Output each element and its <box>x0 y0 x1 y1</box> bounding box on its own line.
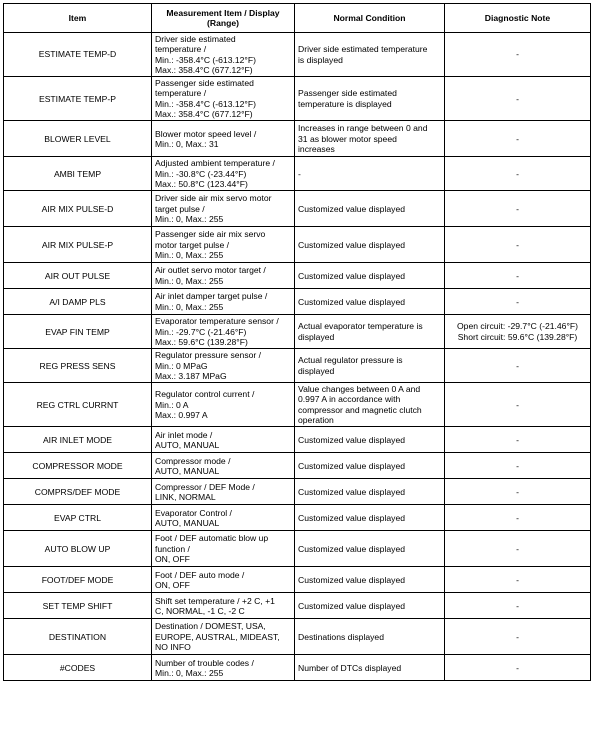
measurement-cell <box>152 157 295 191</box>
measurement-cell-line: LINK, NORMAL <box>155 491 216 502</box>
table-row <box>4 157 591 191</box>
normal-condition-cell <box>295 191 445 227</box>
measurement-cell <box>152 315 295 349</box>
normal-condition-cell-line: Customized value displayed <box>298 296 406 307</box>
diagnostic-note-cell-line: - <box>516 133 519 144</box>
measurement-cell-line: ON, OFF <box>155 579 190 590</box>
measurement-cell-line: Air inlet damper target pulse / <box>155 291 268 302</box>
item-cell: SET TEMP SHIFT <box>4 593 152 619</box>
diagnostic-note-cell <box>445 383 591 427</box>
diagnostic-note-cell <box>445 191 591 227</box>
measurement-cell-line: Max.: 50.8°C (123.44°F) <box>155 178 248 189</box>
measurement-cell <box>152 33 295 77</box>
measurement-cell-line: Number of trouble codes / <box>155 657 254 668</box>
measurement-cell-line: Destination / DOMEST, USA, <box>155 621 266 632</box>
item-cell: REG CTRL CURRNT <box>4 383 152 427</box>
measurement-cell <box>152 263 295 289</box>
measurement-cell-line: Min.: 0 MPaG <box>155 360 208 371</box>
normal-condition-cell <box>295 227 445 263</box>
measurement-cell <box>152 77 295 121</box>
item-cell: COMPRESSOR MODE <box>4 453 152 479</box>
header-measurement <box>152 4 295 33</box>
diagnostic-note-cell <box>445 121 591 157</box>
item-cell: AMBI TEMP <box>4 157 152 191</box>
measurement-cell-line: Min.: 0, Max.: 255 <box>155 301 224 312</box>
diagnostic-note-cell-line: - <box>516 460 519 471</box>
normal-condition-cell <box>295 593 445 619</box>
item-cell: REG PRESS SENS <box>4 349 152 383</box>
measurement-cell-line: Adjusted ambient temperature / <box>155 158 275 169</box>
item-cell: AIR MIX PULSE-D <box>4 191 152 227</box>
measurement-cell-line: Max.: 3.187 MPaG <box>155 370 227 381</box>
diagnostic-note-cell-line: - <box>516 49 519 60</box>
measurement-cell-line: motor target pulse / <box>155 239 230 250</box>
normal-condition-cell-line: temperature is displayed <box>298 98 392 109</box>
measurement-cell <box>152 191 295 227</box>
diagnostic-note-cell-line: - <box>516 203 519 214</box>
measurement-cell <box>152 453 295 479</box>
measurement-cell-line: Shift set temperature / +2 C, +1 <box>155 595 275 606</box>
diagnostic-note-cell-line: - <box>516 93 519 104</box>
diagnostic-note-cell <box>445 427 591 453</box>
item-cell: COMPRS/DEF MODE <box>4 479 152 505</box>
normal-condition-cell <box>295 453 445 479</box>
diagnostic-note-cell-line: - <box>516 486 519 497</box>
normal-condition-cell-line: 0.997 A in accordance with <box>298 394 401 405</box>
table-row <box>4 505 591 531</box>
diagnostic-note-cell <box>445 33 591 77</box>
measurement-cell-line: Blower motor speed level / <box>155 128 257 139</box>
normal-condition-cell-line: Customized value displayed <box>298 270 406 281</box>
table-row <box>4 567 591 593</box>
measurement-cell-line: Min.: 0, Max.: 255 <box>155 275 224 286</box>
diagnostic-note-cell <box>445 531 591 567</box>
diagnostic-note-cell <box>445 655 591 681</box>
item-cell: ESTIMATE TEMP-D <box>4 33 152 77</box>
measurement-cell <box>152 655 295 681</box>
measurement-cell <box>152 593 295 619</box>
measurement-cell-line: Evaporator temperature sensor / <box>155 316 279 327</box>
measurement-cell-line: Min.: 0 A <box>155 399 189 410</box>
measurement-cell-line: Foot / DEF auto mode / <box>155 569 245 580</box>
measurement-cell <box>152 567 295 593</box>
item-cell: AIR MIX PULSE-P <box>4 227 152 263</box>
normal-condition-cell-line: Actual regulator pressure is <box>298 355 403 366</box>
item-cell: BLOWER LEVEL <box>4 121 152 157</box>
diagnostic-note-cell-line: - <box>516 543 519 554</box>
table-row <box>4 191 591 227</box>
diagnostic-note-cell-line: - <box>516 239 519 250</box>
measurement-cell <box>152 479 295 505</box>
measurement-cell-line: C, NORMAL, -1 C, -2 C <box>155 605 245 616</box>
normal-condition-cell <box>295 427 445 453</box>
normal-condition-cell-line: Customized value displayed <box>298 486 406 497</box>
measurement-cell-line: ON, OFF <box>155 553 190 564</box>
item-cell: AIR INLET MODE <box>4 427 152 453</box>
normal-condition-cell <box>295 263 445 289</box>
measurement-cell <box>152 531 295 567</box>
table-row <box>4 619 591 655</box>
normal-condition-cell-line: Customized value displayed <box>298 239 406 250</box>
measurement-cell-line: Min.: -30.8°C (-23.44°F) <box>155 168 247 179</box>
measurement-cell-line: Driver side estimated <box>155 34 236 44</box>
diagnostic-note-cell-line: - <box>516 512 519 523</box>
measurement-cell-line: Min.: 0, Max.: 255 <box>155 249 224 260</box>
normal-condition-cell-line: Customized value displayed <box>298 574 406 585</box>
diagnostic-note-cell <box>445 289 591 315</box>
measurement-cell <box>152 349 295 383</box>
item-cell: AIR OUT PULSE <box>4 263 152 289</box>
diagnostic-note-cell-line: Open circuit: -29.7°C (-21.46°F) <box>456 321 579 332</box>
measurement-cell-line: AUTO, MANUAL <box>155 517 220 528</box>
item-cell: EVAP FIN TEMP <box>4 315 152 349</box>
normal-condition-cell-line: Number of DTCs displayed <box>298 662 402 673</box>
diagnostic-note-cell <box>445 263 591 289</box>
data-list-table <box>3 3 591 681</box>
measurement-cell-line: target pulse / <box>155 203 205 214</box>
diagnostic-note-cell-line: - <box>516 360 519 371</box>
measurement-cell <box>152 227 295 263</box>
normal-condition-cell <box>295 157 445 191</box>
table-row <box>4 427 591 453</box>
measurement-cell <box>152 383 295 427</box>
diagnostic-note-cell-line: - <box>516 574 519 585</box>
item-cell: FOOT/DEF MODE <box>4 567 152 593</box>
table-row <box>4 315 591 349</box>
header-item: Item <box>4 4 152 33</box>
normal-condition-cell-line: Customized value displayed <box>298 434 406 445</box>
diagnostic-note-cell-line: - <box>516 296 519 307</box>
measurement-cell-line: Air outlet servo motor target / <box>155 265 266 276</box>
measurement-cell-line: Min.: 0, Max.: 255 <box>155 213 224 224</box>
measurement-cell-line: EUROPE, AUSTRAL, MIDEAST, <box>155 631 280 642</box>
normal-condition-cell <box>295 349 445 383</box>
normal-condition-cell <box>295 531 445 567</box>
normal-condition-cell-line: Passenger side estimated <box>298 88 397 99</box>
diagnostic-note-cell-line: - <box>516 600 519 611</box>
measurement-cell-line: Evaporator Control / <box>155 507 232 518</box>
measurement-cell <box>152 121 295 157</box>
diagnostic-note-cell-line: - <box>516 434 519 445</box>
table-row <box>4 531 591 567</box>
normal-condition-cell-line: - <box>298 168 301 179</box>
normal-condition-cell <box>295 121 445 157</box>
measurement-cell-line: Regulator control current / <box>155 389 255 400</box>
measurement-cell-line: Compressor / DEF Mode / <box>155 481 255 492</box>
table-row <box>4 453 591 479</box>
item-cell: #CODES <box>4 655 152 681</box>
normal-condition-cell-line: displayed <box>298 365 335 376</box>
table-row <box>4 593 591 619</box>
diagnostic-note-cell <box>445 453 591 479</box>
diagnostic-note-cell <box>445 567 591 593</box>
table-row <box>4 77 591 121</box>
diagnostic-note-cell-line: - <box>516 662 519 673</box>
measurement-cell-line: Max.: 358.4°C (677.12°F) <box>155 64 253 75</box>
item-cell: DESTINATION <box>4 619 152 655</box>
normal-condition-cell-line: Destinations displayed <box>298 631 384 642</box>
diagnostic-note-cell-line: Short circuit: 59.6°C (139.28°F) <box>457 331 578 342</box>
normal-condition-cell <box>295 655 445 681</box>
measurement-cell-line: Max.: 59.6°C (139.28°F) <box>155 336 248 347</box>
normal-condition-cell-line: Customized value displayed <box>298 203 406 214</box>
table-row <box>4 289 591 315</box>
header-row <box>4 4 591 33</box>
normal-condition-cell-line: is displayed <box>298 54 343 65</box>
normal-condition-cell <box>295 479 445 505</box>
header-normal-condition: Normal Condition <box>295 4 445 33</box>
measurement-cell-line: Max.: 358.4°C (677.12°F) <box>155 109 253 120</box>
header-measurement-line: Measurement Item / Display <box>166 7 280 18</box>
normal-condition-cell <box>295 315 445 349</box>
table-row <box>4 479 591 505</box>
normal-condition-cell-line: Actual evaporator temperature is <box>298 321 423 332</box>
diagnostic-note-cell <box>445 349 591 383</box>
diagnostic-note-cell <box>445 227 591 263</box>
measurement-cell-line: Compressor mode / <box>155 455 231 466</box>
table-row <box>4 655 591 681</box>
item-cell: A/I DAMP PLS <box>4 289 152 315</box>
measurement-cell-line: temperature / <box>155 88 207 99</box>
diagnostic-note-cell-line: - <box>516 168 519 179</box>
normal-condition-cell <box>295 567 445 593</box>
normal-condition-cell <box>295 619 445 655</box>
normal-condition-cell <box>295 77 445 121</box>
normal-condition-cell <box>295 383 445 427</box>
diagnostic-note-cell-line: - <box>516 631 519 642</box>
normal-condition-cell-line: displayed <box>298 331 335 342</box>
diagnostic-note-cell <box>445 505 591 531</box>
normal-condition-cell-line: 31 as blower motor speed <box>298 133 397 144</box>
measurement-cell <box>152 289 295 315</box>
table-row <box>4 227 591 263</box>
measurement-cell-line: Min.: 0, Max.: 31 <box>155 138 219 149</box>
table-row <box>4 383 591 427</box>
measurement-cell-line: NO INFO <box>155 641 191 652</box>
item-cell: AUTO BLOW UP <box>4 531 152 567</box>
measurement-cell-line: Min.: -358.4°C (-613.12°F) <box>155 98 256 109</box>
normal-condition-cell-line: Customized value displayed <box>298 600 406 611</box>
normal-condition-cell-line: Customized value displayed <box>298 512 406 523</box>
normal-condition-cell-line: operation <box>298 415 334 426</box>
measurement-cell-line: Passenger side estimated <box>155 78 254 89</box>
measurement-cell-line: AUTO, MANUAL <box>155 439 220 450</box>
normal-condition-cell-line: Driver side estimated temperature <box>298 44 428 55</box>
measurement-cell-line: Min.: -29.7°C (-21.46°F) <box>155 326 247 337</box>
measurement-cell-line: temperature / <box>155 44 207 55</box>
measurement-cell <box>152 505 295 531</box>
measurement-cell-line: function / <box>155 543 190 554</box>
measurement-cell-line: Min.: -358.4°C (-613.12°F) <box>155 54 256 65</box>
measurement-cell-line: Regulator pressure sensor / <box>155 350 262 361</box>
normal-condition-cell-line: Value changes between 0 A and <box>298 384 421 395</box>
diagnostic-note-cell <box>445 157 591 191</box>
measurement-cell-line: Air inlet mode / <box>155 429 213 440</box>
data-list-table-container <box>3 3 591 681</box>
diagnostic-note-cell <box>445 77 591 121</box>
measurement-cell-line: Min.: 0, Max.: 255 <box>155 667 224 678</box>
measurement-cell <box>152 427 295 453</box>
normal-condition-cell-line: Customized value displayed <box>298 460 406 471</box>
measurement-cell-line: Driver side air mix servo motor <box>155 193 272 204</box>
diagnostic-note-cell <box>445 315 591 349</box>
item-cell: EVAP CTRL <box>4 505 152 531</box>
item-cell: ESTIMATE TEMP-P <box>4 77 152 121</box>
diagnostic-note-cell-line: - <box>516 270 519 281</box>
normal-condition-cell <box>295 289 445 315</box>
measurement-cell-line: AUTO, MANUAL <box>155 465 220 476</box>
measurement-cell-line: Max.: 0.997 A <box>155 409 208 420</box>
normal-condition-cell-line: Increases in range between 0 and <box>298 123 428 134</box>
table-row <box>4 263 591 289</box>
measurement-cell <box>152 619 295 655</box>
normal-condition-cell-line: compressor and magnetic clutch <box>298 404 422 415</box>
header-diagnostic-note: Diagnostic Note <box>445 4 591 33</box>
normal-condition-cell-line: Customized value displayed <box>298 543 406 554</box>
table-body <box>4 33 591 681</box>
diagnostic-note-cell <box>445 593 591 619</box>
diagnostic-note-cell <box>445 479 591 505</box>
measurement-cell-line: Foot / DEF automatic blow up <box>155 533 269 544</box>
table-row <box>4 33 591 77</box>
diagnostic-note-cell-line: - <box>516 399 519 410</box>
header-measurement-line: (Range) <box>207 18 239 28</box>
diagnostic-note-cell <box>445 619 591 655</box>
table-row <box>4 349 591 383</box>
measurement-cell-line: Passenger side air mix servo <box>155 229 266 240</box>
table-row <box>4 121 591 157</box>
normal-condition-cell <box>295 33 445 77</box>
normal-condition-cell <box>295 505 445 531</box>
normal-condition-cell-line: increases <box>298 144 335 155</box>
